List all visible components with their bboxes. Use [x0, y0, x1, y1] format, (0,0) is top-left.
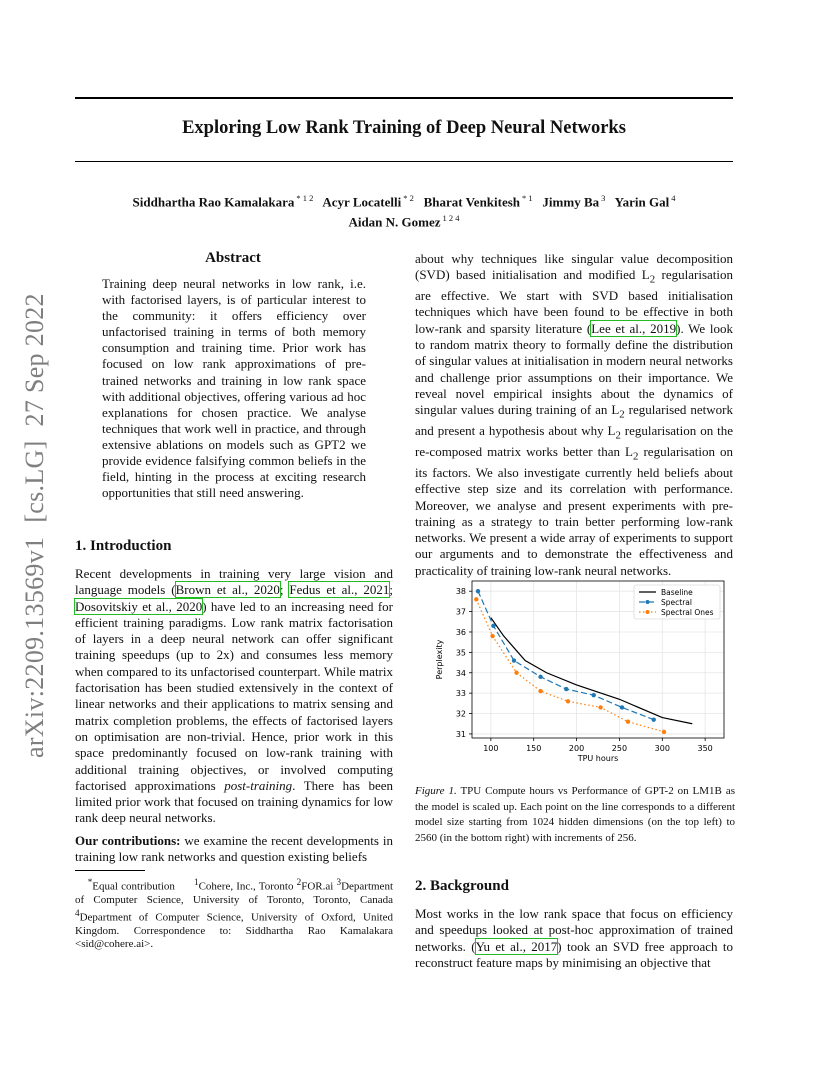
data-point — [514, 671, 518, 675]
y-tick-label: 34 — [455, 668, 466, 678]
data-point — [592, 693, 596, 697]
x-tick-label: 100 — [483, 744, 499, 753]
data-point — [512, 658, 516, 662]
x-tick-label: 350 — [697, 744, 713, 753]
arxiv-id: arXiv:2209.13569v1 — [20, 536, 49, 758]
data-point — [538, 675, 542, 679]
citation-link[interactable]: Lee et al., 2019 — [591, 320, 677, 336]
arxiv-stamp — [20, 279, 50, 758]
data-point — [652, 717, 656, 721]
footnote: *Equal contribution $^1$Cohere, Inc., Toronto $^2$FOR.ai $^3$Department of Computer Science, University of Toronto, Toronto, Canada $^4$Department of Computer Science, University of Oxford, United Kingdom. Correspondence to: Siddhartha Rao Kamalakara <sid@cohere.ai>. — [75, 877, 394, 951]
contributions-paragraph: Our contributions: we examine the recent developments in training low rank networks and question existing beliefs — [75, 833, 393, 865]
citation-link[interactable]: Fedus et al., 2021 — [289, 582, 390, 598]
legend-marker — [646, 610, 650, 614]
y-tick-label: 32 — [455, 709, 466, 719]
citation-link[interactable]: Yu et al., 2017 — [475, 938, 558, 954]
author-affiliation: 1 2 4 — [442, 213, 460, 224]
data-point — [626, 719, 630, 723]
abstract-heading: Abstract — [205, 250, 261, 266]
author-list — [75, 190, 733, 231]
data-point — [598, 705, 602, 709]
citation-link[interactable]: Dosovitskiy et al., 2020 — [75, 598, 203, 614]
author-affiliation: * 1 2 — [296, 193, 314, 203]
data-point — [566, 699, 570, 703]
abstract-text: Training deep neural networks in low rank, i.e. with factorised layers, is of particular interest to the community: it offers efficiency over unfactorised training in terms of both memory consumption and training time. Prior work has focused on low rank approximations of pre-trained networks and training in low rank space with additional objectives, offering various ad hoc explanations for chosen practice. We analyse techniques that work well in practice, and through extensive ablations on models such as GPT2 we provide evidence falsifying common beliefs in the field, hinting in the process at exciting research opportunities that still need answering. — [102, 276, 366, 501]
perplexity-chart — [432, 575, 730, 770]
author-affiliation: * 1 — [522, 193, 533, 203]
x-tick-label: 250 — [611, 744, 628, 753]
data-point — [476, 589, 480, 593]
background-heading: 2. Background — [415, 878, 509, 894]
author-affiliation: 4 — [671, 193, 676, 203]
data-point — [564, 687, 568, 691]
y-tick-label: 33 — [455, 689, 466, 699]
introduction-heading: 1. Introduction — [75, 538, 172, 554]
data-point — [662, 730, 666, 734]
footnote-rule — [75, 870, 145, 871]
author: Bharat Venkitesh — [423, 194, 521, 210]
author-affiliation: * 2 — [403, 193, 414, 203]
title-rule-top — [75, 97, 733, 99]
legend-label: Spectral Ones — [661, 608, 714, 617]
author: Acyr Locatelli — [322, 194, 402, 210]
contributions-label: Our contributions: — [75, 833, 181, 848]
y-tick-label: 37 — [455, 607, 466, 617]
data-point — [538, 689, 542, 693]
y-axis-label: Perplexity — [435, 639, 444, 680]
author: Yarin Gal — [614, 194, 670, 210]
figure-caption: Figure 1. TPU Compute hours vs Performance of GPT-2 on LM1B as the model is scaled up. Each point on the line corresponds to a different model size starting from 1024 hidden dimensions (on the top left) to 2560 (in the bottom right) with increments of 256. — [415, 785, 735, 844]
right-column-paragraph: about why techniques like singular value decomposition (SVD) based initialisation and modified $L_2$ regularisation are effective. We start with SVD based initialisation techniques which have been found to be effective in both low-rank and sparsity literature (Lee et al., 2019). We look to random matrix theory to formally define the distribution of singular values at initialisation in modern neural networks and challenge prior assumptions on their importance. We reveal novel empirical insights about the dynamics of singular values during training of an $L_2$ regularised network and present a hypothesis about why $L_2$ regularisation on the re-composed matrix works better than $L_2$ regularisation on its factors. We also investigate currently held beliefs about effective step size and its correlation with performance. Moreover, we analyse and present experiments with pre-training as a strategy to train better performing low-rank networks. We present a wide array of experiments to support our arguments and to demonstrate the effectiveness and practicality of training low-rank neural networks. — [415, 251, 734, 578]
legend-marker — [646, 600, 650, 604]
paper-title: Exploring Low Rank Training of Deep Neural Networks — [182, 118, 626, 138]
author: Jimmy Ba — [542, 194, 600, 210]
introduction-paragraph: Recent developments in training very large vision and language models (Brown et al., 2020; Fedus et al., 2021; Dosovitskiy et al., 2020) have led to an increasing need for efficient training paradigms. Low rank matrix factorisation of layers in a deep neural network can offer significant training speedups (up to 2x) and consumes less memory when compared to its unfactorised counterpart. While matrix factorisation has been studied extensively in the context of linear networks and their applications to matrix sensing and matrix completion problems, the effects of factorised layers on optimisation are non-trivial. Hence, prior work in this space predominantly focused on low-rank training with additional training objectives, or involved computing factorised approximations post-training. There has been limited prior work that focused on training dynamics for low rank deep neural networks. — [75, 566, 393, 826]
data-point — [474, 597, 478, 601]
background-paragraph: Most works in the low rank space that focus on efficiency and speedups looked at post-hoc approximation of trained networks. (Yu et al., 2017) took an SVD free approach to reconstruct feature maps by minimising an objective that — [415, 906, 733, 970]
caption-label: Figure 1. — [415, 785, 457, 797]
y-tick-label: 36 — [455, 627, 466, 637]
x-tick-label: 150 — [526, 744, 542, 753]
x-tick-label: 200 — [568, 744, 585, 753]
legend-label: Spectral — [661, 598, 692, 607]
y-tick-label: 35 — [455, 648, 466, 658]
y-tick-label: 31 — [455, 729, 466, 739]
legend-label: Baseline — [661, 588, 693, 597]
arxiv-date: 27 Sep 2022 — [20, 293, 49, 427]
author-affiliation: 3 — [601, 193, 606, 203]
y-tick-label: 38 — [455, 587, 466, 597]
citation-link[interactable]: Brown et al., 2020 — [175, 582, 280, 598]
arxiv-category: [cs.LG] — [20, 440, 49, 523]
data-point — [491, 624, 495, 628]
author: Siddhartha Rao Kamalakara — [132, 194, 295, 210]
data-point — [620, 705, 624, 709]
figure-1 — [432, 575, 730, 770]
x-axis-label: TPU hours — [577, 754, 619, 763]
author: Aidan N. Gomez — [348, 214, 441, 230]
data-point — [490, 634, 494, 638]
x-tick-label: 300 — [654, 744, 670, 753]
title-rule-bottom — [75, 161, 733, 162]
